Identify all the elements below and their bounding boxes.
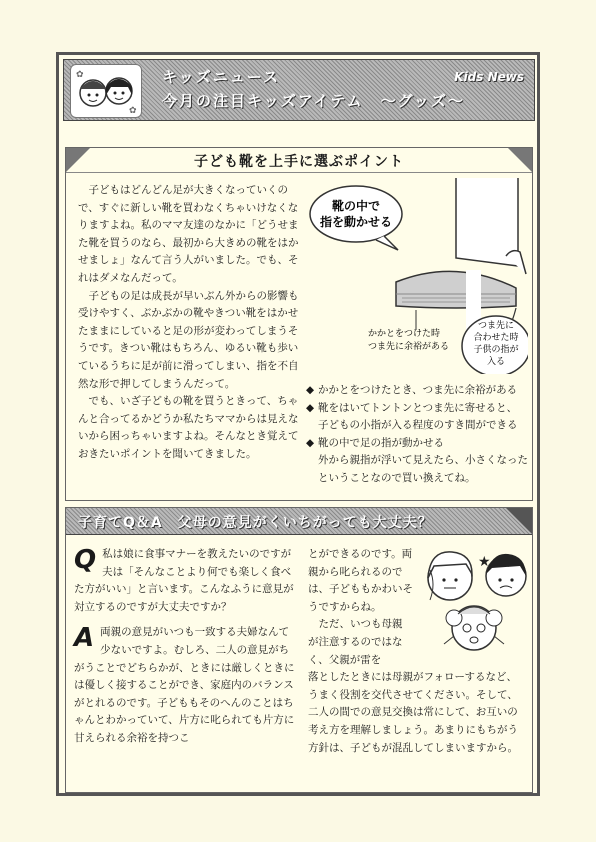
header-line2: 今月の注目キッズアイテム ～グッズ～	[162, 92, 465, 110]
shoe-paragraph-2: 子どもの足は成長が早いぶん外からの影響も受けやすく、ぶかぶかの靴やきつい靴をはかせたままにしていると足の形が変わってしまうそうです。きつい靴はもちろん、ゆるい靴も歩いているうちに足が前に滑ってしまい、指を不自然な形で押してしまうんだって。	[78, 289, 299, 390]
point-text: 靴をはいてトントンとつま先に寄せると、	[318, 401, 518, 414]
bubble-line-2: 指を動かせる	[319, 215, 393, 229]
shoe-section-title-bar	[66, 148, 532, 173]
point-item	[306, 435, 528, 453]
point-item	[306, 400, 528, 418]
shoe-section-title: 子ども靴を上手に選ぶポイント	[194, 154, 404, 170]
qa-section-title-bar	[66, 508, 532, 535]
svg-text:✿: ✿	[76, 70, 84, 80]
point-text: 靴の中で足の指が動かせる	[318, 436, 444, 449]
heel-label-1: かかとをつけた時	[368, 329, 441, 339]
kids-news-header	[63, 59, 535, 121]
kids-illustration	[70, 64, 142, 118]
toe-label-1: つま先に	[477, 321, 515, 331]
children-faces-icon	[71, 65, 141, 117]
q-mark: Q	[74, 545, 97, 575]
shoe-illustration	[306, 178, 528, 374]
diamond-bullet-icon: ◆	[306, 401, 315, 414]
diamond-bullet-icon: ◆	[306, 384, 315, 396]
qa-section	[65, 507, 533, 793]
answer-continuation-2a: ただ、いつも母親が注意するのではなく、父親が雷を	[308, 618, 403, 666]
header-line1: キッズニュース	[162, 68, 280, 86]
shoe-fitting-icon	[306, 178, 528, 374]
corner-triangle-right	[506, 508, 532, 534]
toe-label-4: 入る	[486, 357, 506, 367]
qa-section-title: 子育てQ＆A 父母の意見がくいちがっても大丈夫？	[78, 515, 433, 531]
answer-continuation-2b: 落としたときには母親がフォローするなど、うまく役割を交代させてください。そして、二人の間での意見交換は常にして、お互いの考え方を理解しましょう。あまりにもちがう方針は、子どもが混乱してしまいますから。	[308, 671, 518, 754]
header-tag: Kids News	[454, 70, 524, 84]
shoe-paragraph-3: でも、いざ子どもの靴を買うときって、ちゃんと合ってるかどうか私たちママからは見えないから困っちゃいますよね。そんなとき覚えておきたいポイントを聞いてきました。	[78, 395, 299, 460]
shoe-article-body	[78, 182, 302, 464]
heel-label-2: つま先に余裕がある	[368, 342, 450, 352]
diamond-bullet-icon: ◆	[306, 436, 315, 449]
parents-child-icon	[422, 544, 530, 662]
qa-left-column	[74, 546, 296, 748]
point-item	[306, 382, 528, 400]
point-continuation: 外から親指が浮いて見えたら、小さくなったということなので買い換えてね。	[318, 454, 528, 484]
newsletter-page	[56, 52, 540, 796]
svg-text:✿: ✿	[129, 106, 137, 116]
answer-text: 両親の意見がいつも一致する夫婦なんて少ないですよ。むしろ、二人の意見がちがうことでどちらかが、ときには厳しくときには優しく接することができ、家庭内のバランスがとれるのです。子どももそのへんのことはちゃんとわかっていて、片方に叱られても片方に甘えられる余裕を持つこ	[74, 626, 295, 744]
toe-label-2: 合わせた時	[473, 333, 519, 343]
svg-text:★: ★	[478, 554, 491, 570]
shoe-paragraph-1: 子どもはどんどん足が大きくなっていくので、すぐに新しい靴を買わなくちゃいけなくなりますよね。私のママ友達のなかに「どうせまた靴を買うのなら、最初から大きめの靴をはかせましょ」なんて言う人がいました。でも、それはダメなんだって。	[78, 184, 299, 284]
point-text: かかとをつけたとき、つま先に余裕がある	[318, 384, 518, 396]
family-illustration	[422, 544, 530, 662]
question-text: 私は娘に食事マナーを教えたいのですが夫は「そんなことより何でも楽しく食べた方がいい」と言います。こんなふうに意見が対立するのですが大丈夫ですか？	[74, 548, 294, 613]
a-mark: A	[74, 623, 95, 654]
bubble-line-1: 靴の中で	[331, 199, 381, 213]
answer-continuation: とができるのです。両親から叱られるのでは、子どももかわいそうですからね。	[308, 548, 413, 613]
shoe-section	[65, 147, 533, 501]
shoe-points-list	[306, 382, 528, 488]
point-continuation: 子どもの小指が入る程度のすき間ができる	[318, 419, 518, 432]
toe-label-3: 子供の指が	[473, 345, 519, 355]
